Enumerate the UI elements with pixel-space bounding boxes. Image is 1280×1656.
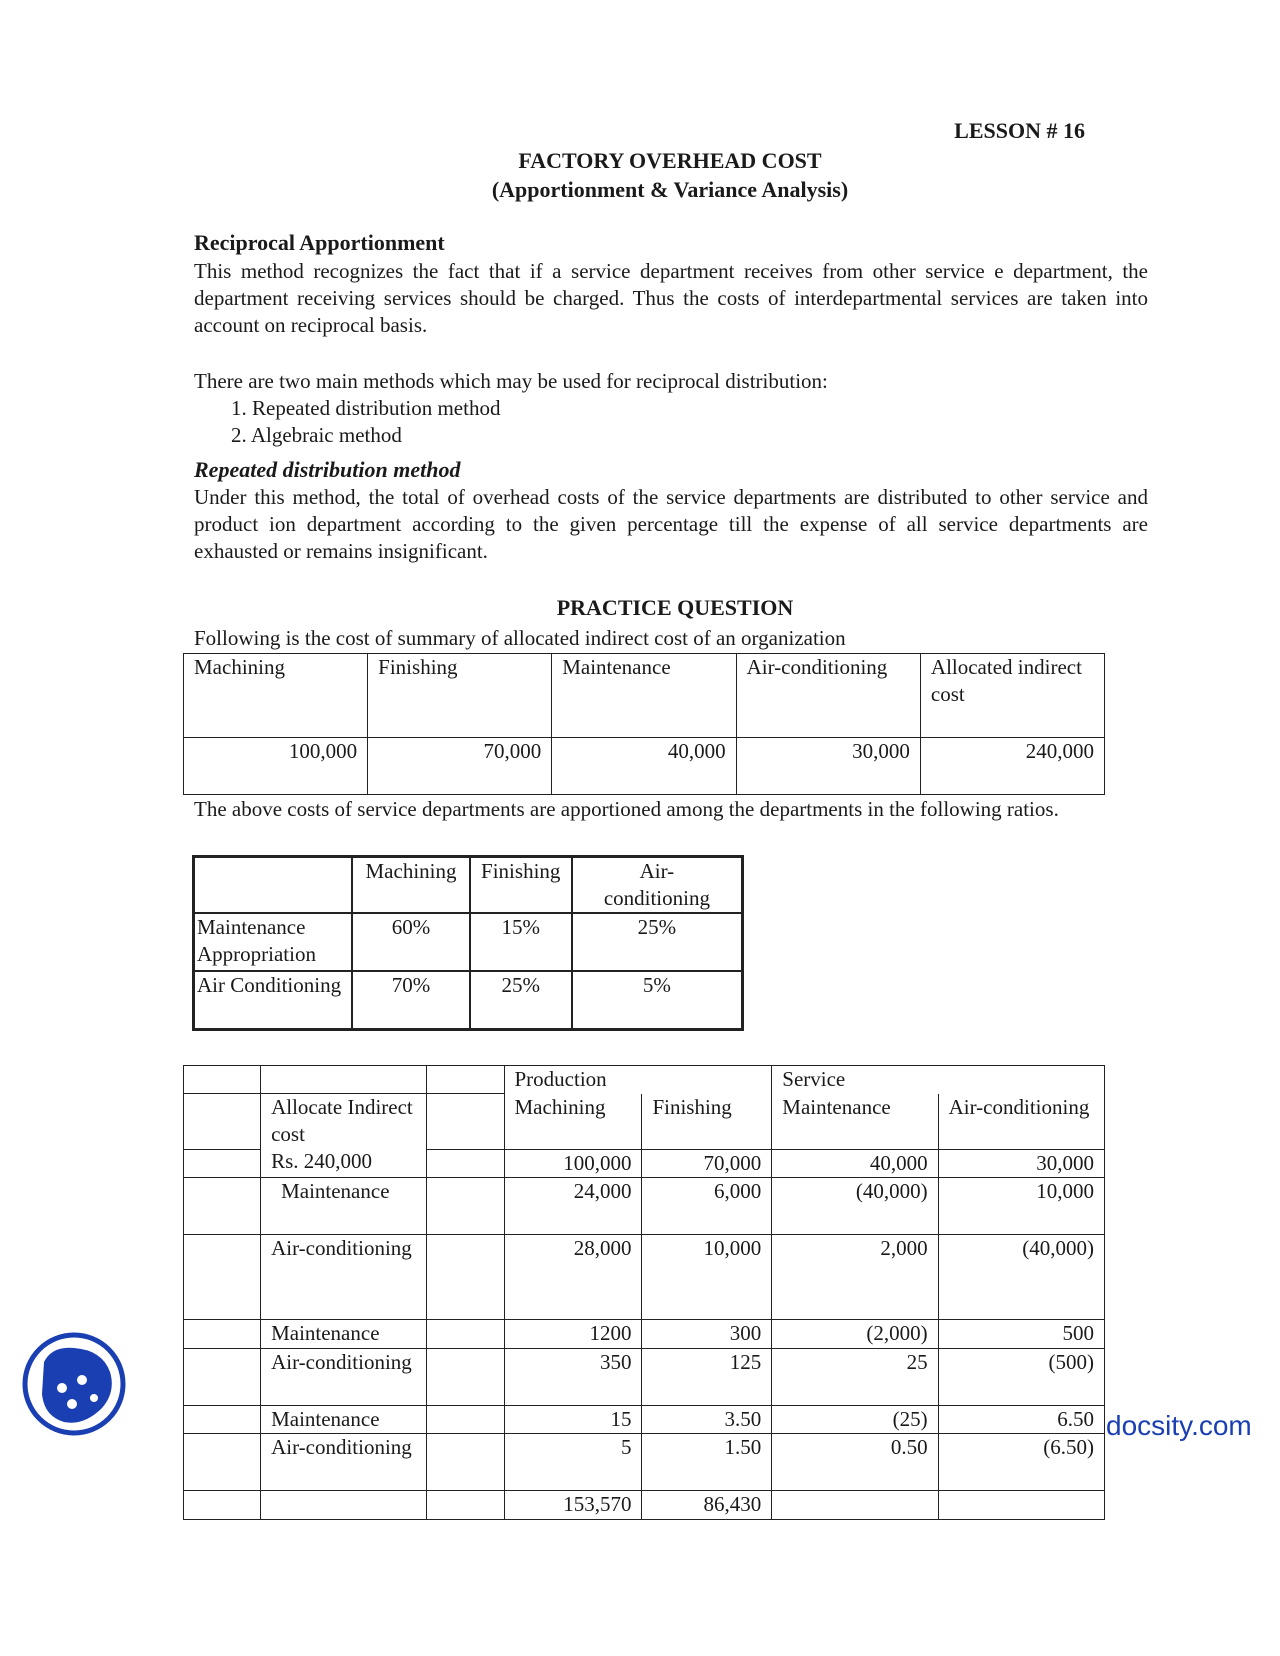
value-cell: (6.50) <box>938 1434 1104 1491</box>
ratio-cell: 25% <box>572 913 743 971</box>
empty-cell <box>184 1178 261 1235</box>
header-cell: Air-conditioning <box>736 654 920 738</box>
empty-cell <box>184 1406 261 1434</box>
empty-cell <box>427 1178 504 1235</box>
reciprocal-paragraph: This method recognizes the fact that if a service department receives from other service e department, the department receiving services should be charged. Thus the costs of interdepartmental services are taken into account on reciprocal basis. <box>194 259 1148 337</box>
value-cell: 5 <box>504 1434 642 1491</box>
value-cell: 100,000 <box>184 738 368 795</box>
row-label: Air-conditioning <box>261 1349 427 1406</box>
value-cell: 70,000 <box>368 738 552 795</box>
row-label: Maintenance <box>261 1406 427 1434</box>
empty-cell <box>184 1349 261 1406</box>
value-cell: 100,000 <box>504 1150 642 1178</box>
row-label: Maintenance <box>261 1178 427 1235</box>
value-cell: 24,000 <box>504 1178 642 1235</box>
methods-intro: There are two main methods which may be used for reciprocal distribution: <box>194 369 828 393</box>
value-cell: 30,000 <box>938 1150 1104 1178</box>
title-subtitle: (Apportionment & Variance Analysis) <box>491 177 849 202</box>
row-label: Air Conditioning <box>194 971 353 1029</box>
value-cell: 70,000 <box>642 1150 772 1178</box>
empty-cell <box>184 1066 261 1094</box>
value-cell: (2,000) <box>772 1320 938 1349</box>
empty-cell <box>184 1434 261 1491</box>
header-cell: Machining <box>352 857 469 914</box>
docsity-brand: docsity.com <box>1106 1410 1252 1441</box>
rs-amount: Rs. 240,000 <box>271 1149 373 1173</box>
total-cell: 86,430 <box>642 1491 772 1520</box>
row-label: Air-conditioning <box>261 1235 427 1320</box>
empty-cell <box>184 1094 261 1150</box>
docsity-logo-icon <box>22 1332 126 1436</box>
value-cell: 30,000 <box>736 738 920 795</box>
cost-summary-table <box>183 653 1105 795</box>
row-label: Maintenance <box>261 1320 427 1349</box>
value-cell: 40,000 <box>552 738 736 795</box>
section-heading-repeated: Repeated distribution method <box>194 457 461 482</box>
practice-intro: Following is the cost of summary of allocated indirect cost of an organization <box>194 626 846 650</box>
practice-heading: PRACTICE QUESTION <box>556 595 794 620</box>
empty-cell <box>427 1066 504 1094</box>
ratio-cell: 60% <box>352 913 469 971</box>
value-cell: (40,000) <box>772 1178 938 1235</box>
method-item: 1. Repeated distribution method <box>231 396 501 420</box>
value-cell: 1200 <box>504 1320 642 1349</box>
value-cell: 0.50 <box>772 1434 938 1491</box>
empty-cell <box>184 1320 261 1349</box>
empty-cell <box>261 1491 427 1520</box>
value-cell: 350 <box>504 1349 642 1406</box>
empty-cell <box>261 1066 427 1094</box>
row-label: Maintenance Appropriation <box>194 913 353 971</box>
empty-cell <box>427 1491 504 1520</box>
title-main: FACTORY OVERHEAD COST <box>518 148 822 173</box>
empty-cell <box>938 1491 1104 1520</box>
header-cell: Allocated indirect cost <box>920 654 1104 738</box>
empty-cell <box>427 1434 504 1491</box>
value-cell: 15 <box>504 1406 642 1434</box>
empty-cell <box>184 1491 261 1520</box>
value-cell: 40,000 <box>772 1150 938 1178</box>
ratio-cell: 15% <box>470 913 572 971</box>
empty-cell <box>427 1349 504 1406</box>
empty-cell <box>184 1235 261 1320</box>
empty-cell <box>427 1406 504 1434</box>
empty-cell <box>184 1150 261 1178</box>
value-cell: 1.50 <box>642 1434 772 1491</box>
empty-cell <box>427 1094 504 1150</box>
ratio-cell: 5% <box>572 971 743 1029</box>
value-cell: 2,000 <box>772 1235 938 1320</box>
col-maintenance: Maintenance <box>772 1094 938 1150</box>
corner-cell <box>194 857 353 914</box>
empty-cell <box>427 1235 504 1320</box>
value-cell: 300 <box>642 1320 772 1349</box>
empty-cell <box>772 1491 938 1520</box>
ratio-cell: 25% <box>470 971 572 1029</box>
col-finishing: Finishing <box>642 1094 772 1150</box>
group-production: Production <box>504 1066 772 1094</box>
header-cell: Finishing <box>368 654 552 738</box>
header-cell: Machining <box>184 654 368 738</box>
value-cell: 240,000 <box>920 738 1104 795</box>
page-title <box>0 146 1280 204</box>
row-label: Air-conditioning <box>261 1434 427 1491</box>
ratio-intro: The above costs of service departments are apportioned among the departments in the following ratios. <box>194 797 1059 821</box>
value-cell: (40,000) <box>938 1235 1104 1320</box>
header-cell: Finishing <box>470 857 572 914</box>
value-cell: 125 <box>642 1349 772 1406</box>
value-cell: (500) <box>938 1349 1104 1406</box>
value-cell: 10,000 <box>938 1178 1104 1235</box>
distribution-table <box>183 1065 1105 1520</box>
header-cell: Air-conditioning <box>572 857 743 914</box>
value-cell: 6,000 <box>642 1178 772 1235</box>
value-cell: 3.50 <box>642 1406 772 1434</box>
allocate-label-cell <box>261 1094 427 1178</box>
col-aircon: Air-conditioning <box>938 1094 1104 1150</box>
method-item: 2. Algebraic method <box>231 423 402 447</box>
header-cell: Maintenance <box>552 654 736 738</box>
lesson-number: LESSON # 16 <box>954 118 1085 143</box>
value-cell: 6.50 <box>938 1406 1104 1434</box>
value-cell: (25) <box>772 1406 938 1434</box>
value-cell: 28,000 <box>504 1235 642 1320</box>
col-machining: Machining <box>504 1094 642 1150</box>
total-cell: 153,570 <box>504 1491 642 1520</box>
value-cell: 10,000 <box>642 1235 772 1320</box>
repeated-paragraph: Under this method, the total of overhead costs of the service departments are distributed to other service and product ion department according to the given percentage till the expense of all service departments are exhausted or remains insignificant. <box>194 485 1148 563</box>
value-cell: 25 <box>772 1349 938 1406</box>
allocate-label: Allocate Indirect cost <box>271 1095 413 1146</box>
empty-cell <box>427 1150 504 1178</box>
group-service: Service <box>772 1066 1105 1094</box>
value-cell: 500 <box>938 1320 1104 1349</box>
ratio-table <box>192 855 744 1031</box>
ratio-cell: 70% <box>352 971 469 1029</box>
section-heading-reciprocal: Reciprocal Apportionment <box>194 230 445 255</box>
empty-cell <box>427 1320 504 1349</box>
